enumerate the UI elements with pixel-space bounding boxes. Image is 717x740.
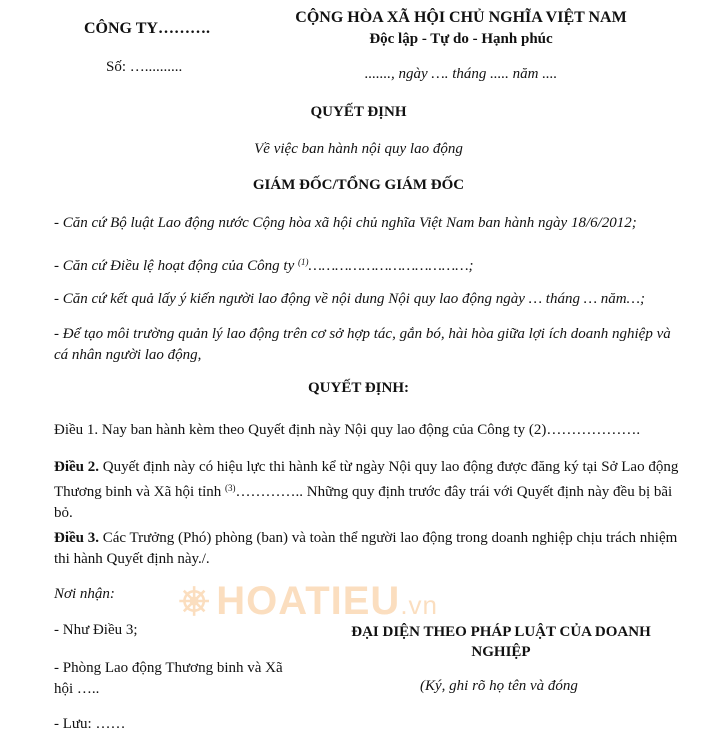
legal-basis-2: - Căn cứ Điều lệ hoạt động của Công ty $^{(1)}$………………………………; bbox=[54, 257, 474, 274]
legal-basis-4: - Để tạo môi trường quản lý lao động trên cơ sở hợp tác, gắn bó, hài hòa giữa lợi ích doanh nghiệp và cá nhân người lao động, bbox=[54, 326, 671, 363]
signature-title: ĐẠI DIỆN THEO PHÁP LUẬT CỦA DOANH NGHIỆP bbox=[351, 624, 651, 660]
document-title: QUYẾT ĐỊNH bbox=[310, 104, 407, 120]
decision-heading: QUYẾT ĐỊNH: bbox=[308, 380, 409, 396]
article-3: Điều 3. Các Trưởng (Phó) phòng (ban) và toàn thể người lao động trong doanh nghiệp chịu trách nhiệm thi hành Quyết định này./. bbox=[54, 530, 678, 567]
issuing-authority: GIÁM ĐỐC/TỔNG GIÁM ĐỐC bbox=[252, 177, 465, 193]
date-line: ......., ngày …. tháng ..... năm .... bbox=[364, 66, 558, 82]
document-number: Số: ….......... bbox=[106, 59, 183, 75]
nation-title: CỘNG HÒA XÃ HỘI CHỦ NGHĨA VIỆT NAM bbox=[295, 9, 627, 26]
recipient-2: - Phòng Lao động Thương binh và Xã hội ….. bbox=[54, 660, 283, 697]
recipient-1: - Như Điều 3; bbox=[54, 622, 138, 638]
article-2: Điều 2. Quyết định này có hiệu lực thi hành kể từ ngày Nội quy lao động được đăng ký tại Sở Lao động Thương binh và Xã hội tỉnh $^{(3)}$………….. Những quy định trước đây trái với Quyết định này đều bị bãi bỏ. bbox=[54, 459, 679, 521]
legal-basis-3: - Căn cứ kết quả lấy ý kiến người lao động về nội dung Nội quy lao động ngày … tháng … năm…; bbox=[54, 291, 645, 307]
legal-basis-1: - Căn cứ Bộ luật Lao động nước Cộng hòa xã hội chủ nghĩa Việt Nam ban hành ngày 18/6/2012; bbox=[54, 215, 637, 231]
document-subject: Về việc ban hành nội quy lao động bbox=[254, 141, 463, 157]
motto: Độc lập - Tự do - Hạnh phúc bbox=[369, 31, 553, 47]
company-name: CÔNG TY………. bbox=[84, 20, 210, 37]
watermark bbox=[178, 573, 438, 629]
article-1: Điều 1. Nay ban hành kèm theo Quyết định này Nội quy lao động của Công ty (2)………………. bbox=[54, 422, 641, 438]
signature-note: (Ký, ghi rõ họ tên và đóng bbox=[420, 678, 578, 694]
recipients-label: Nơi nhận: bbox=[54, 586, 115, 602]
watermark-text: HOATIEU.vn bbox=[216, 578, 438, 623]
ship-wheel-icon bbox=[178, 576, 210, 626]
recipient-3: - Lưu: …… bbox=[54, 716, 126, 732]
